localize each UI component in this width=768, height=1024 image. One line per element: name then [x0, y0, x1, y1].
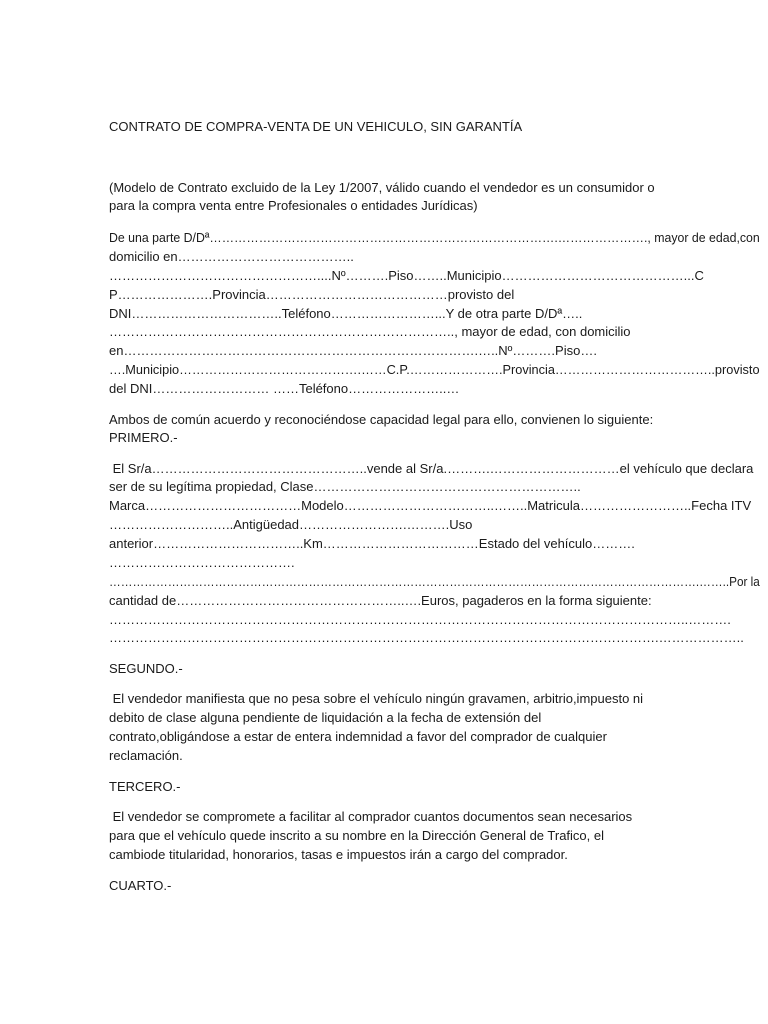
tercero-heading: TERCERO.-	[109, 779, 181, 794]
segundo-line: reclamación.	[109, 748, 183, 763]
agreement-line: Ambos de común acuerdo y reconociéndose capacidad legal para ello, convienen lo siguiente:	[109, 412, 654, 427]
tercero-line: cambiode titularidad, honorarios, tasas e impuestos irán a cargo del comprador.	[109, 847, 568, 862]
parties-line: del DNI……………………… ……Teléfono…………………..…	[109, 381, 460, 396]
primero-line: Marca………………………………Modelo……………………………..……..Matricula……………………..Fecha ITV	[109, 498, 752, 513]
primero-line: ……………………………………………………………………………………………………………….………………..	[109, 630, 744, 645]
primero-heading: PRIMERO.-	[109, 430, 178, 445]
parties-line: ….Municipio…………………………………….……C.P.………………….Provincia………………………………..provisto	[109, 362, 760, 377]
primero-line: …………………………………………………………………………………………………………………………………….……..Por la	[109, 574, 760, 589]
intro-line: (Modelo de Contrato excluido de la Ley 1/2007, válido cuando el vendedor es un consumidor o	[109, 180, 655, 195]
primero-line: anterior……………………………..Km………………………………Estado del vehículo……….	[109, 536, 635, 551]
primero-line: ………………………..Antigüedad…………………….……….Uso	[109, 517, 473, 532]
tercero-line: El vendedor se compromete a facilitar al comprador cuantos documentos sean necesarios	[109, 809, 633, 824]
primero-line: El Sr/a…………………………………………..vende al Sr/a.……….…………………………el vehículo que declara	[109, 461, 754, 476]
parties-line: P………………….Provincia……………………………………provisto del	[109, 287, 515, 302]
primero-line: …………………………………….	[109, 555, 295, 570]
contract-title: CONTRATO DE COMPRA-VENTA DE UN VEHICULO, SIN GARANTÍA	[109, 119, 523, 134]
segundo-line: debito de clase alguna pendiente de liquidación a la fecha de extensión del	[109, 710, 542, 725]
parties-line: domicilio en…………………………………..	[109, 249, 354, 264]
parties-line: …………………………………………………………………….., mayor de edad, con domicilio	[109, 324, 631, 339]
segundo-line: El vendedor manifiesta que no pesa sobre el vehículo ningún gravamen, arbitrio,impuesto ni	[109, 691, 644, 706]
segundo-heading: SEGUNDO.-	[109, 661, 183, 676]
parties-line: …………………………………………....Nº……….Piso……..Municipio……………………………………...C	[109, 268, 704, 283]
cuarto-heading: CUARTO.-	[109, 878, 172, 893]
intro-line: para la compra venta entre Profesionales o entidades Jurídicas)	[109, 198, 478, 213]
parties-line: en……………………………………………………………………….…..Nº……….Piso….	[109, 343, 597, 358]
tercero-line: para que el vehículo quede inscrito a su nombre en la Dirección General de Trafico, el	[109, 828, 605, 843]
parties-line: De una parte D/Dª………………………………………………………………………….…………………., mayor de edad,con	[109, 230, 760, 245]
segundo-line: contrato,obligándose a estar de entera indemnidad a favor del comprador de cualquier	[109, 729, 607, 744]
parties-line: DNI……………………………..Teléfono……………………...Y de otra parte D/Dª…..	[109, 306, 583, 321]
primero-line: cantidad de……………………………………………..….Euros, pagaderos en la forma siguiente:	[109, 593, 652, 608]
primero-line: ……………………………………………………………………………………………………………………..……….	[109, 612, 731, 627]
primero-line: ser de su legítima propiedad, Clase……………………………………………………..	[109, 479, 581, 494]
